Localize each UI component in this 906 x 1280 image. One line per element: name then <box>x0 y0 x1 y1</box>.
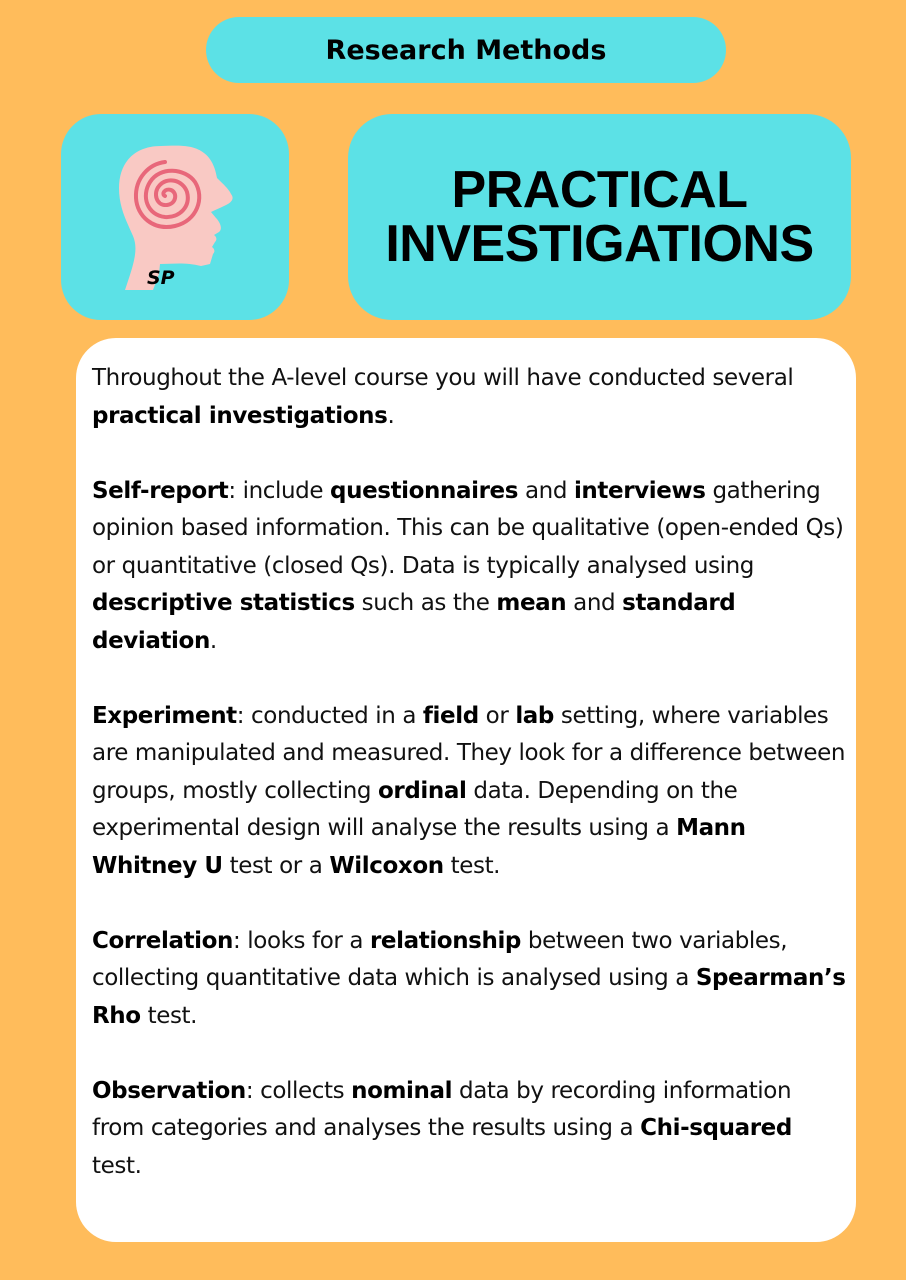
experiment-paragraph: Experiment: conducted in a field or lab setting, where variables are manipulated and measured. They look for a difference between groups, mostly collecting ordinal data. Depending on the experimental design will analyse the results using a Mann Whitney U test or a Wilcoxon test. <box>92 702 846 879</box>
head-spiral-icon <box>61 114 289 320</box>
observation-paragraph: Observation: collects nominal data by recording information from categories and analyses the results using a Chi-squared test. <box>92 1077 792 1179</box>
experiment-heading: Experiment <box>92 702 237 729</box>
correlation-heading: Correlation <box>92 927 234 954</box>
content-card <box>76 338 856 1242</box>
logo-panel <box>61 114 289 320</box>
intro-paragraph: Throughout the A-level course you will have conducted several practical investigations. <box>92 365 794 429</box>
head-silhouette <box>119 146 233 290</box>
title-line-1: PRACTICAL <box>451 161 748 219</box>
self-report-heading: Self-report <box>92 477 229 504</box>
self-report-paragraph: Self-report: include questionnaires and interviews gathering opinion based information. This can be qualitative (open-ended Qs) or quantitative (closed Qs). Data is typically analysed using descriptive statistics such as the mean and standard deviation. <box>92 477 844 654</box>
observation-heading: Observation <box>92 1077 246 1104</box>
title-panel <box>348 114 851 320</box>
title-line-2: INVESTIGATIONS <box>385 215 814 273</box>
section-pill <box>206 17 726 83</box>
logo-initials: SP <box>147 267 175 289</box>
section-pill-label: Research Methods <box>325 34 607 66</box>
correlation-paragraph: Correlation: looks for a relationship between two variables, collecting quantitative data which is analysed using a Spearman’s Rho test. <box>92 927 846 1029</box>
